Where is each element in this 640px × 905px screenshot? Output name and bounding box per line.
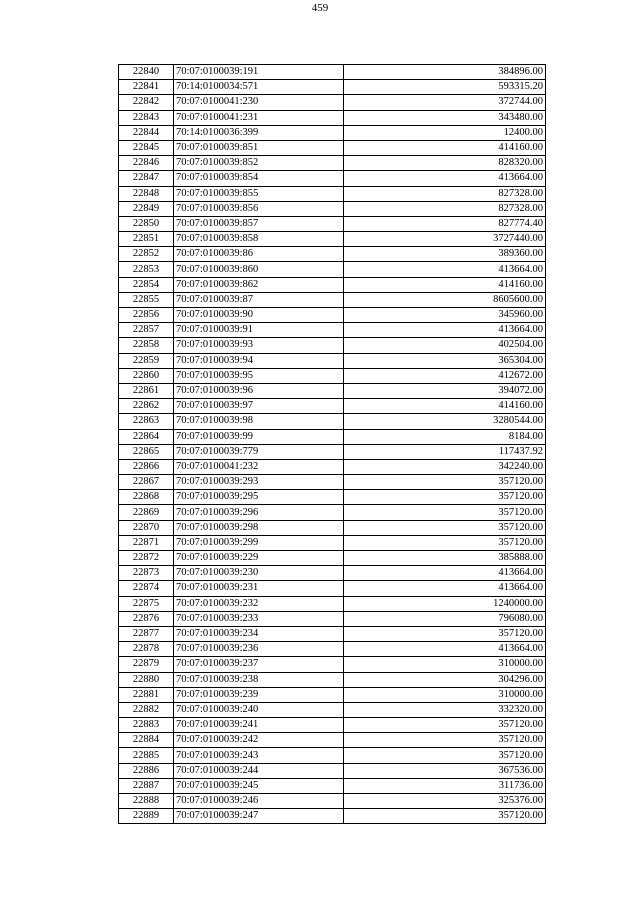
row-number: 22856 xyxy=(119,308,174,323)
row-value: 357120.00 xyxy=(344,718,546,733)
cadastral-number: 70:07:0100039:299 xyxy=(174,535,344,550)
cadastral-number: 70:07:0100039:247 xyxy=(174,809,344,824)
row-value: 357120.00 xyxy=(344,809,546,824)
row-number: 22877 xyxy=(119,626,174,641)
table-row xyxy=(119,368,546,383)
row-number: 22883 xyxy=(119,718,174,733)
table-row xyxy=(119,247,546,262)
table-row xyxy=(119,444,546,459)
row-value: 796080.00 xyxy=(344,611,546,626)
cadastral-number: 70:07:0100041:231 xyxy=(174,110,344,125)
row-value: 8184.00 xyxy=(344,429,546,444)
cadastral-number: 70:07:0100039:234 xyxy=(174,626,344,641)
row-value: 117437.92 xyxy=(344,444,546,459)
row-number: 22843 xyxy=(119,110,174,125)
row-number: 22888 xyxy=(119,794,174,809)
table-row xyxy=(119,201,546,216)
row-value: 357120.00 xyxy=(344,626,546,641)
cadastral-number: 70:07:0100039:97 xyxy=(174,399,344,414)
row-value: 394072.00 xyxy=(344,383,546,398)
table-row xyxy=(119,95,546,110)
row-number: 22865 xyxy=(119,444,174,459)
cadastral-number: 70:07:0100039:856 xyxy=(174,201,344,216)
row-number: 22845 xyxy=(119,140,174,155)
row-value: 414160.00 xyxy=(344,277,546,292)
row-value: 413664.00 xyxy=(344,581,546,596)
row-value: 357120.00 xyxy=(344,490,546,505)
row-value: 827328.00 xyxy=(344,201,546,216)
row-number: 22873 xyxy=(119,566,174,581)
row-number: 22887 xyxy=(119,778,174,793)
row-number: 22862 xyxy=(119,399,174,414)
cadastral-number: 70:07:0100039:91 xyxy=(174,323,344,338)
row-number: 22885 xyxy=(119,748,174,763)
cadastral-number: 70:07:0100041:232 xyxy=(174,459,344,474)
row-number: 22841 xyxy=(119,80,174,95)
row-number: 22847 xyxy=(119,171,174,186)
table-row xyxy=(119,383,546,398)
cadastral-number: 70:07:0100039:246 xyxy=(174,794,344,809)
cadastral-number: 70:07:0100039:862 xyxy=(174,277,344,292)
row-number: 22849 xyxy=(119,201,174,216)
row-value: 827328.00 xyxy=(344,186,546,201)
table-row xyxy=(119,535,546,550)
table-row xyxy=(119,338,546,353)
cadastral-number: 70:07:0100039:238 xyxy=(174,672,344,687)
row-value: 8605600.00 xyxy=(344,292,546,307)
row-value: 343480.00 xyxy=(344,110,546,125)
table-row xyxy=(119,778,546,793)
table-row xyxy=(119,657,546,672)
table-row xyxy=(119,794,546,809)
table-row xyxy=(119,596,546,611)
table-row xyxy=(119,475,546,490)
table-row xyxy=(119,718,546,733)
cadastral-number: 70:07:0100039:95 xyxy=(174,368,344,383)
row-number: 22852 xyxy=(119,247,174,262)
cadastral-number: 70:07:0100039:94 xyxy=(174,353,344,368)
table-row xyxy=(119,353,546,368)
cadastral-number: 70:07:0100039:93 xyxy=(174,338,344,353)
table-row xyxy=(119,323,546,338)
row-value: 414160.00 xyxy=(344,399,546,414)
row-number: 22872 xyxy=(119,551,174,566)
row-value: 384896.00 xyxy=(344,65,546,80)
cadastral-number: 70:07:0100039:236 xyxy=(174,642,344,657)
table-row xyxy=(119,65,546,80)
cadastral-number: 70:07:0100039:232 xyxy=(174,596,344,611)
cadastral-number: 70:07:0100039:229 xyxy=(174,551,344,566)
cadastral-number: 70:07:0100039:191 xyxy=(174,65,344,80)
row-value: 345960.00 xyxy=(344,308,546,323)
row-value: 342240.00 xyxy=(344,459,546,474)
cadastral-number: 70:07:0100039:90 xyxy=(174,308,344,323)
table-row xyxy=(119,642,546,657)
row-value: 413664.00 xyxy=(344,566,546,581)
row-value: 357120.00 xyxy=(344,520,546,535)
row-number: 22861 xyxy=(119,383,174,398)
table-row xyxy=(119,186,546,201)
cadastral-number: 70:07:0100039:233 xyxy=(174,611,344,626)
row-number: 22844 xyxy=(119,125,174,140)
table-row xyxy=(119,414,546,429)
row-value: 12400.00 xyxy=(344,125,546,140)
row-number: 22867 xyxy=(119,475,174,490)
cadastral-number: 70:07:0100039:87 xyxy=(174,292,344,307)
row-number: 22870 xyxy=(119,520,174,535)
cadastral-number: 70:07:0100039:99 xyxy=(174,429,344,444)
row-value: 310000.00 xyxy=(344,687,546,702)
table-row xyxy=(119,110,546,125)
row-value: 367536.00 xyxy=(344,763,546,778)
table-row xyxy=(119,733,546,748)
cadastral-number: 70:07:0100039:779 xyxy=(174,444,344,459)
table-row xyxy=(119,156,546,171)
row-number: 22868 xyxy=(119,490,174,505)
cadastral-number: 70:07:0100039:245 xyxy=(174,778,344,793)
row-value: 413664.00 xyxy=(344,323,546,338)
registry-table xyxy=(118,64,546,824)
cadastral-number: 70:07:0100039:296 xyxy=(174,505,344,520)
table-row xyxy=(119,292,546,307)
row-number: 22853 xyxy=(119,262,174,277)
row-value: 332320.00 xyxy=(344,702,546,717)
row-value: 325376.00 xyxy=(344,794,546,809)
row-number: 22860 xyxy=(119,368,174,383)
row-number: 22871 xyxy=(119,535,174,550)
row-number: 22875 xyxy=(119,596,174,611)
table-row xyxy=(119,277,546,292)
table-row xyxy=(119,748,546,763)
row-number: 22874 xyxy=(119,581,174,596)
cadastral-number: 70:07:0100039:98 xyxy=(174,414,344,429)
row-value: 413664.00 xyxy=(344,262,546,277)
cadastral-number: 70:07:0100039:242 xyxy=(174,733,344,748)
row-number: 22859 xyxy=(119,353,174,368)
cadastral-number: 70:07:0100039:96 xyxy=(174,383,344,398)
row-number: 22858 xyxy=(119,338,174,353)
row-number: 22876 xyxy=(119,611,174,626)
row-value: 304296.00 xyxy=(344,672,546,687)
cadastral-number: 70:07:0100039:239 xyxy=(174,687,344,702)
cadastral-number: 70:07:0100039:237 xyxy=(174,657,344,672)
row-value: 414160.00 xyxy=(344,140,546,155)
row-number: 22863 xyxy=(119,414,174,429)
row-number: 22854 xyxy=(119,277,174,292)
cadastral-number: 70:07:0100039:854 xyxy=(174,171,344,186)
cadastral-number: 70:07:0100039:855 xyxy=(174,186,344,201)
row-value: 413664.00 xyxy=(344,642,546,657)
cadastral-number: 70:07:0100039:293 xyxy=(174,475,344,490)
table-row xyxy=(119,626,546,641)
cadastral-number: 70:07:0100039:852 xyxy=(174,156,344,171)
table-row xyxy=(119,171,546,186)
table-row xyxy=(119,216,546,231)
row-number: 22884 xyxy=(119,733,174,748)
cadastral-number: 70:07:0100039:240 xyxy=(174,702,344,717)
row-number: 22840 xyxy=(119,65,174,80)
row-value: 310000.00 xyxy=(344,657,546,672)
row-number: 22880 xyxy=(119,672,174,687)
table-row xyxy=(119,702,546,717)
row-number: 22864 xyxy=(119,429,174,444)
table-row xyxy=(119,308,546,323)
row-number: 22881 xyxy=(119,687,174,702)
table-row xyxy=(119,262,546,277)
row-value: 357120.00 xyxy=(344,748,546,763)
cadastral-number: 70:07:0100039:298 xyxy=(174,520,344,535)
row-value: 357120.00 xyxy=(344,505,546,520)
row-number: 22842 xyxy=(119,95,174,110)
table-row xyxy=(119,399,546,414)
row-number: 22855 xyxy=(119,292,174,307)
row-value: 365304.00 xyxy=(344,353,546,368)
row-value: 372744.00 xyxy=(344,95,546,110)
table-row xyxy=(119,672,546,687)
row-number: 22866 xyxy=(119,459,174,474)
table-row xyxy=(119,125,546,140)
cadastral-number: 70:07:0100039:860 xyxy=(174,262,344,277)
row-value: 385888.00 xyxy=(344,551,546,566)
row-value: 389360.00 xyxy=(344,247,546,262)
row-value: 3280544.00 xyxy=(344,414,546,429)
row-number: 22851 xyxy=(119,232,174,247)
cadastral-number: 70:07:0100039:231 xyxy=(174,581,344,596)
table-row xyxy=(119,581,546,596)
cadastral-number: 70:07:0100039:243 xyxy=(174,748,344,763)
row-value: 357120.00 xyxy=(344,475,546,490)
table-row xyxy=(119,140,546,155)
table-row xyxy=(119,520,546,535)
row-value: 413664.00 xyxy=(344,171,546,186)
table-row xyxy=(119,551,546,566)
table-row xyxy=(119,611,546,626)
cadastral-number: 70:07:0100039:241 xyxy=(174,718,344,733)
row-value: 402504.00 xyxy=(344,338,546,353)
cadastral-number: 70:07:0100039:295 xyxy=(174,490,344,505)
row-value: 357120.00 xyxy=(344,535,546,550)
row-value: 827774.40 xyxy=(344,216,546,231)
row-number: 22878 xyxy=(119,642,174,657)
cadastral-number: 70:07:0100039:244 xyxy=(174,763,344,778)
row-number: 22857 xyxy=(119,323,174,338)
row-number: 22848 xyxy=(119,186,174,201)
cadastral-number: 70:14:0100036:399 xyxy=(174,125,344,140)
table-row xyxy=(119,505,546,520)
row-value: 311736.00 xyxy=(344,778,546,793)
cadastral-number: 70:07:0100039:86 xyxy=(174,247,344,262)
table-row xyxy=(119,566,546,581)
row-number: 22889 xyxy=(119,809,174,824)
cadastral-number: 70:07:0100039:851 xyxy=(174,140,344,155)
row-value: 593315.20 xyxy=(344,80,546,95)
row-value: 3727440.00 xyxy=(344,232,546,247)
table-row xyxy=(119,687,546,702)
cadastral-number: 70:07:0100039:230 xyxy=(174,566,344,581)
row-number: 22846 xyxy=(119,156,174,171)
table-row xyxy=(119,809,546,824)
table-row xyxy=(119,459,546,474)
page-number: 459 xyxy=(311,2,329,14)
cadastral-number: 70:14:0100034:571 xyxy=(174,80,344,95)
row-number: 22869 xyxy=(119,505,174,520)
row-number: 22879 xyxy=(119,657,174,672)
cadastral-number: 70:07:0100039:857 xyxy=(174,216,344,231)
table-row xyxy=(119,80,546,95)
row-value: 828320.00 xyxy=(344,156,546,171)
row-value: 412672.00 xyxy=(344,368,546,383)
cadastral-number: 70:07:0100039:858 xyxy=(174,232,344,247)
row-value: 357120.00 xyxy=(344,733,546,748)
table-row xyxy=(119,429,546,444)
table-row xyxy=(119,490,546,505)
table-row xyxy=(119,232,546,247)
table-row xyxy=(119,763,546,778)
row-number: 22886 xyxy=(119,763,174,778)
row-number: 22882 xyxy=(119,702,174,717)
cadastral-number: 70:07:0100041:230 xyxy=(174,95,344,110)
row-number: 22850 xyxy=(119,216,174,231)
row-value: 1240000.00 xyxy=(344,596,546,611)
table-body xyxy=(119,65,546,824)
